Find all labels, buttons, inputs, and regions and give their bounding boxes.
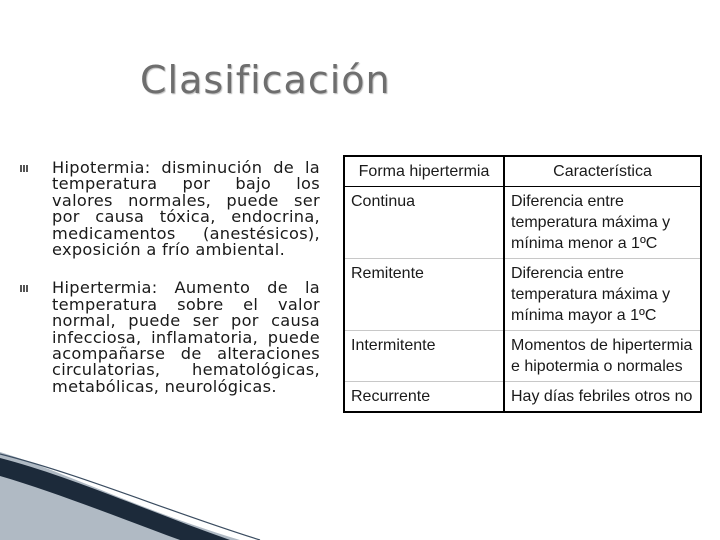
table-row (344, 382, 701, 413)
table-header-row (344, 156, 701, 187)
bullet-term: Hipotermia (52, 158, 145, 177)
decorative-wave (0, 440, 720, 540)
slide-title: Clasificación (140, 58, 391, 102)
table-cell-caracteristica: Momentos de hipertermia e hipotermia o normales (504, 331, 701, 382)
table-cell-forma: Intermitente (344, 331, 504, 382)
table-cell-forma: Remitente (344, 259, 504, 331)
table-cell-caracteristica: Hay días febriles otros no (504, 382, 701, 413)
column-header-caracteristica: Característica (504, 156, 701, 187)
table-cell-forma: Recurrente (344, 382, 504, 413)
bullet-item-hipertermia (18, 280, 320, 395)
bullet-text: Aumento de la temperatura sobre el valor normal, puede ser por causa infecciosa, inflamatoria, puede acompañarse de alteraciones circulatorias, hematológicas, metabólicas, neurológicas. (52, 278, 320, 396)
table-cell-forma: Continua (344, 187, 504, 259)
bullet-separator: : (151, 278, 158, 298)
table-row (344, 187, 701, 259)
bullet-term: Hipertermia (52, 278, 152, 298)
bullet-list (18, 160, 320, 417)
column-header-forma: Forma hipertermia (344, 156, 504, 187)
table-cell-caracteristica: Diferencia entre temperatura máxima y mínima mayor a 1ºC (504, 259, 701, 331)
table-row (344, 259, 701, 331)
bullet-marker-icon (20, 165, 28, 172)
bullet-separator: : (144, 158, 151, 177)
table-cell-caracteristica: Diferencia entre temperatura máxima y mínima menor a 1ºC (504, 187, 701, 259)
bullet-item-hipotermia (18, 160, 320, 258)
table-row (344, 331, 701, 382)
hipertermia-table (343, 155, 702, 413)
bullet-marker-icon (20, 285, 28, 292)
wave-light-band (0, 452, 240, 540)
bullet-text: disminución de la temperatura por bajo los valores normales, puede ser por causa tóxica, endocrina, medicamentos (anestésicos), exposición a frío ambiental. (52, 158, 320, 260)
